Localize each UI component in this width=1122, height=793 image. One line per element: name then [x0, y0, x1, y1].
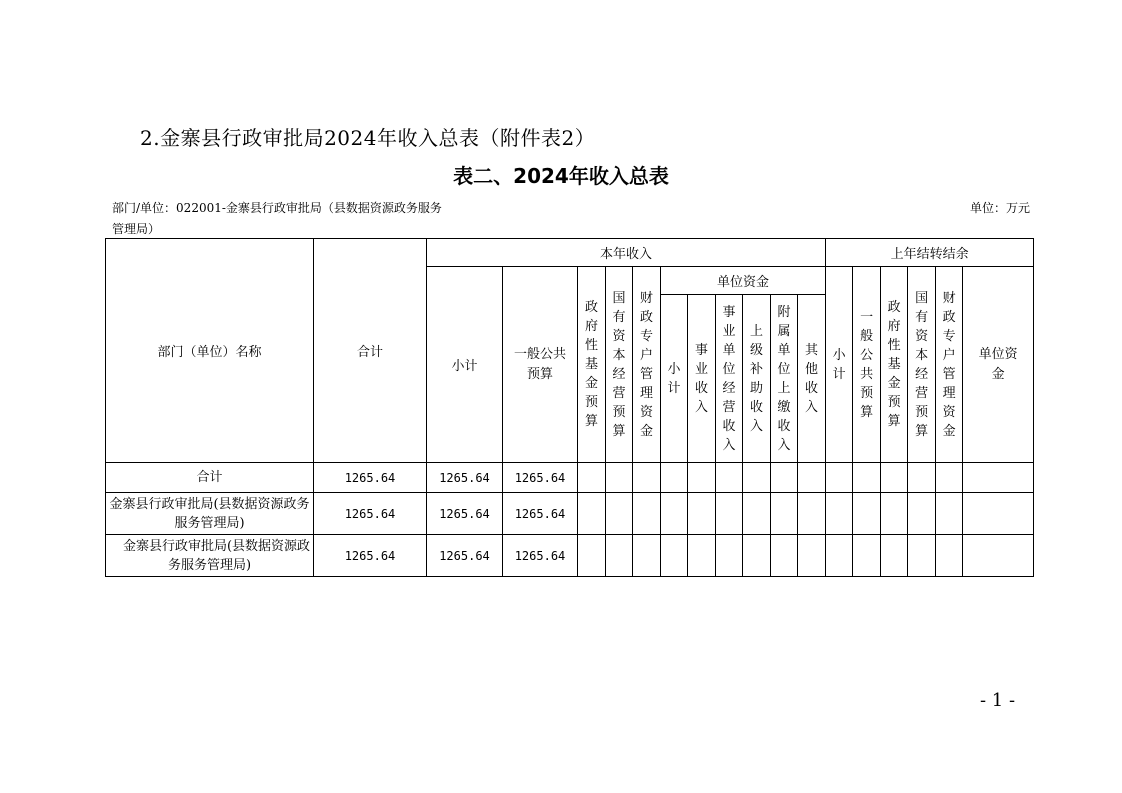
department-label: 部门/单位：022001-金寨县行政审批局（县数据资源政务服务管理局）	[112, 201, 442, 236]
income-summary-table	[105, 238, 1034, 577]
header-higher-subsidy: 上级补助收入	[743, 295, 771, 463]
row-name: 金寨县行政审批局(县数据资源政务服务管理局)	[106, 535, 314, 577]
header-dept-name: 部门（单位）名称	[106, 239, 314, 463]
row-total: 1265.64	[314, 535, 427, 577]
header-this-year-income: 本年收入	[427, 239, 826, 267]
header-general-budget: 一般公共预算	[503, 267, 578, 463]
row-subtotal: 1265.64	[427, 493, 503, 535]
header-total: 合计	[314, 239, 427, 463]
row-general-budget: 1265.64	[503, 463, 578, 493]
row-general-budget: 1265.64	[503, 493, 578, 535]
header-subtotal: 小计	[427, 267, 503, 463]
header-co-unit-funds: 单位资金	[963, 267, 1034, 463]
row-name: 合计	[106, 463, 314, 493]
table-title: 表二、2024年收入总表	[453, 164, 669, 188]
header-institution-business: 事业单位经营收入	[716, 295, 743, 463]
header-uf-subtotal: 小计	[661, 295, 688, 463]
row-name: 金寨县行政审批局(县数据资源政务服务管理局)	[106, 493, 314, 535]
header-business-income: 事业收入	[688, 295, 716, 463]
header-co-subtotal: 小计	[826, 267, 853, 463]
row-subtotal: 1265.64	[427, 463, 503, 493]
row-total: 1265.64	[314, 493, 427, 535]
row-total: 1265.64	[314, 463, 427, 493]
header-fiscal-special: 财政专户管理资金	[633, 267, 661, 463]
header-carryover: 上年结转结余	[826, 239, 1034, 267]
row-subtotal: 1265.64	[427, 535, 503, 577]
document-heading: 2.金寨县行政审批局2024年收入总表（附件表2）	[140, 126, 596, 150]
table-row	[106, 463, 1034, 493]
unit-label: 单位：万元	[969, 201, 1030, 215]
header-co-gov-fund: 政府性基金预算	[881, 267, 908, 463]
header-co-state-capital: 国有资本经营预算	[908, 267, 936, 463]
table-row	[106, 535, 1034, 577]
header-affiliate-payment: 附属单位上缴收入	[771, 295, 798, 463]
header-co-fiscal-special: 财政专户管理资金	[936, 267, 963, 463]
row-general-budget: 1265.64	[503, 535, 578, 577]
header-state-capital: 国有资本经营预算	[606, 267, 633, 463]
header-unit-funds: 单位资金	[661, 267, 826, 295]
header-gov-fund: 政府性基金预算	[578, 267, 606, 463]
header-other-income: 其他收入	[798, 295, 826, 463]
table-row	[106, 493, 1034, 535]
header-co-general-budget: 一般公共预算	[853, 267, 881, 463]
page-number: - 1 -	[980, 690, 1016, 711]
